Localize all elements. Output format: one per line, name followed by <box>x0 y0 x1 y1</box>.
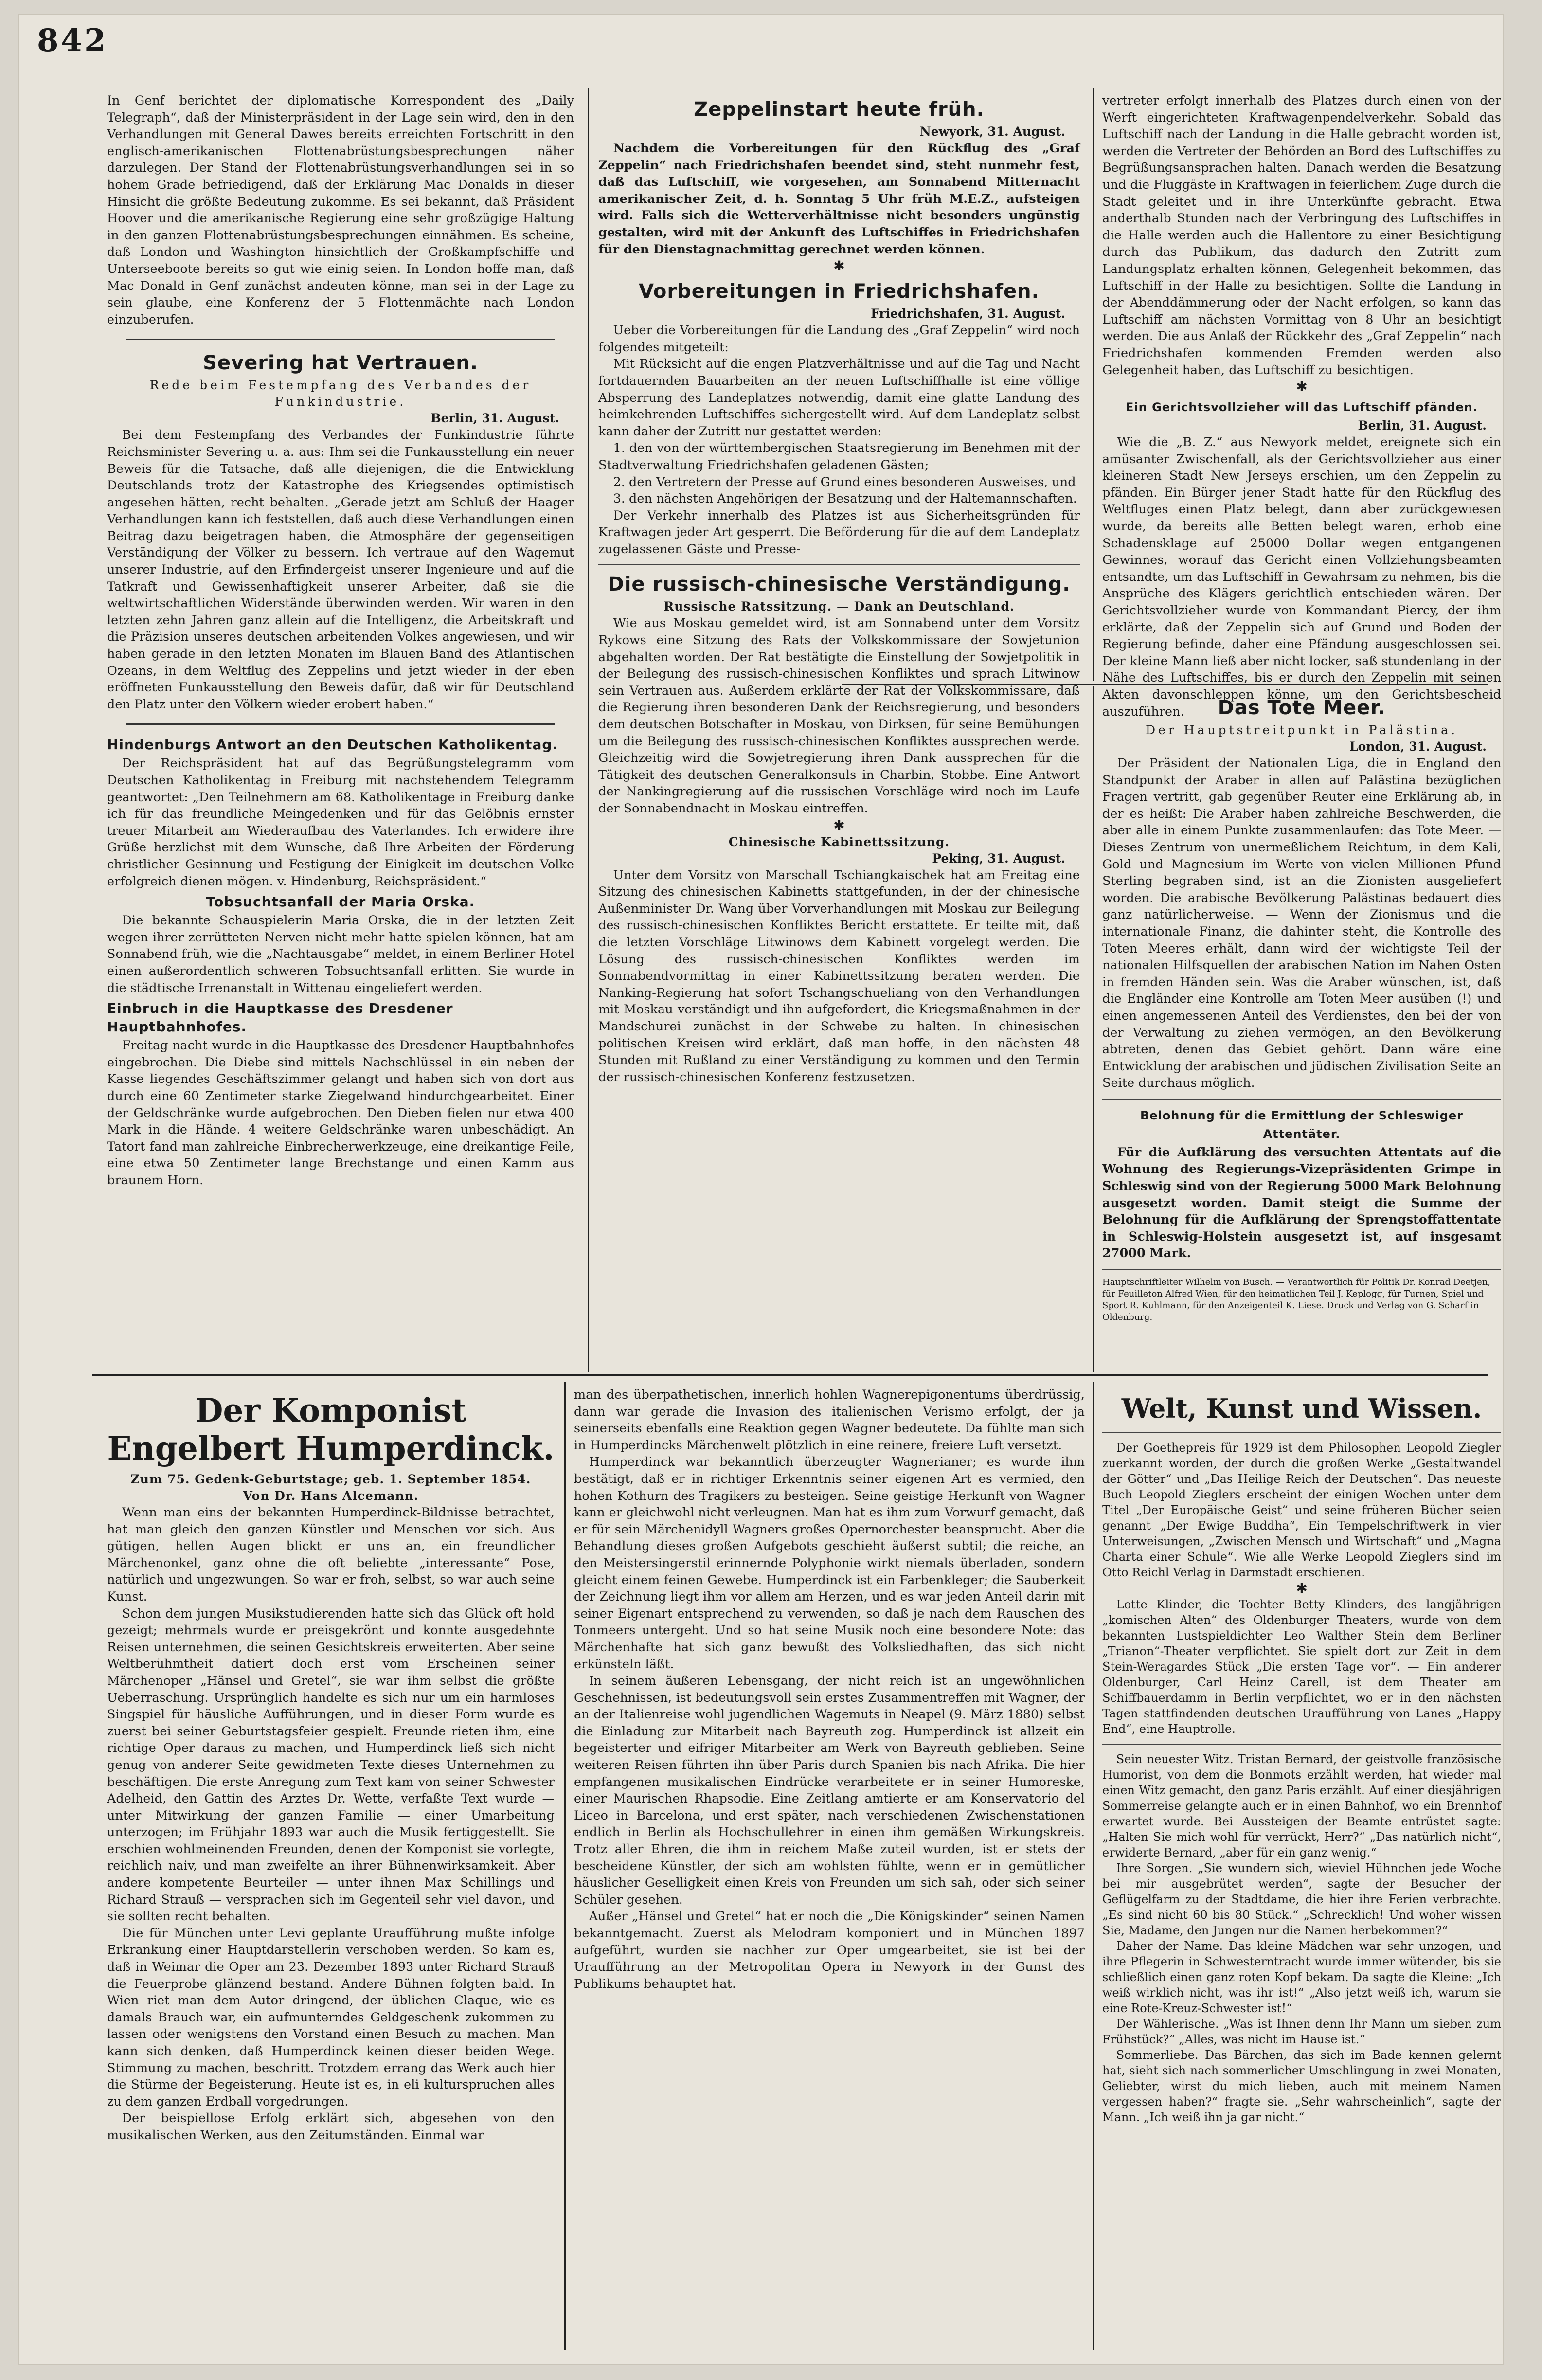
divider <box>126 339 555 340</box>
feature-rule-1 <box>564 1382 566 2350</box>
imprint: Hauptschriftleiter Wilhelm von Busch. — Verantwortlich für Politik Dr. Konrad Deetjen, für Feuilleton Alfred Wien, für den heimatlichen Teil J. Keplogg, für Turnen, Spiel und Sport R. Kuhlmann, für den Anzeigenteil K. Liese. Druck und Verlag von G. Scharf in Oldenburg. <box>1102 1277 1491 1323</box>
dresden-headline: Einbruch in die Hauptkasse des Dresdener Hauptbahnhofes. <box>107 1000 453 1035</box>
gericht-article-text: Wie die „B. Z.“ aus Newyork meldet, ereignete sich ein amüsanter Zwischenfall, als der Gerichtsvollzieher aus einer kleineren Stadt New Jerseys erschien, um den Zeppelin zu pfänden. Ein Bürger jener Stadt hatte für den Rückflug des Weltfluges einen Platz belegt, dann aber zurückgewiesen wurde, da bereits alle Betten belegt waren, erhob eine Schadensklage auf 25000 Dollar wegen entgangenen Gewinnes, worauf das Gericht einen Vollziehungsbeamten entsandte, um das Luftschiff in Gewahrsam zu nehmen, bis die Ansprüche des Klägers gerichtlich entschieden wären. Der Gerichtsvollzieher wurde von Kommandant Piercy, der ihm erklärte, daß der Zeppelin sich auf Grund und Boden der Regierung befinde, daher eine Pfändung ausgeschlossen sei. Der kleine Mann ließ aber nicht locker, saß stundenlang in der Nähe des Luftschiffes, bis er durch den Zeppelin mit seinen Akten davonschleppen könne, um den Gerichtsbescheid auszuführen. <box>1102 435 1501 719</box>
china-article-text: Unter dem Vorsitz von Marschall Tschiangkaischek hat am Freitag eine Sitzung des chinesischen Kabinetts stattgefunden, in der der chinesische Außenminister Dr. Wang über Vorverhandlungen mit Moskau zur Beilegung des russisch-chinesischen Konfliktes Bericht erstattete. Er teilte mit, daß die letzten Vorschläge Litwinows dem Kabinett vorgelegt werden. Die Lösung des russisch-chinesischen Konfliktes werden im Sonnabendvormittag in einer Kabinettssitzung beraten werden. Die Nanking-Regierung hat sofort Tschangschueliang von den Verhandlungen mit Moskau verständigt und ihn aufgefordert, die Kriegsmaßnahmen in der Mandschurei zunächst in der Schwebe zu halten. In chinesischen politischen Kreisen wird erklärt, daß man hoffe, in den nächsten 48 Stunden mit Rußland zu einer Verständigung zu kommen und den Termin der russisch-chinesischen Konferenz festzusetzen. <box>598 867 1080 1084</box>
russ-chin-article-text: Wie aus Moskau gemeldet wird, ist am Sonnabend unter dem Vorsitz Rykows eine Sitzung des Rats der Volkskommissare der Sowjetunion abgehalten worden. Der Rat bestätigte die Einstellung der Sowjetpolitik in der Beilegung des russisch-chinesischen Konfliktes und sprach Litwinow sein Vertrauen aus. Außerdem erklärte der Rat der Volkskommissare, daß die Regierung ihren besonderen Dank der Reichsregierung, und besonders dem deutschen Botschafter in Moskau, von Dirksen, für seine Bemühungen um die Beilegung des russisch-chinesischen Konfliktes aussprechen werde. Gleichzeitig wird die Sowjetregierung ihren Dank aussprechen für die Tätigkeit des deutschen Generalkonsuls in Charbin, Stobbe. Eine Antwort der Nankingregierung auf die russischen Vorschläge wird noch im Laufe der Sonnabendnacht in Moskau eintreffen. <box>598 616 1080 816</box>
vorbereitungen-text-6: Der Verkehr innerhalb des Platzes ist aus Sicherheitsgründen für Kraftwagen jeder Art gesperrt. Die Beförderung für die auf dem Landeplatz zugelassenen Gäste und Presse- <box>598 508 1080 557</box>
separator-star: ✱ <box>1296 379 1308 395</box>
divider <box>1102 1432 1501 1433</box>
divider <box>1102 1744 1501 1745</box>
zeppelin-dateline: Newyork, 31. August. <box>919 125 1065 139</box>
tote-meer-subheadline: Der Hauptstreitpunkt in Palästina. <box>1146 723 1458 737</box>
column-3-lower <box>1102 691 1501 1367</box>
zeppelin-continued-text: vertreter erfolgt innerhalb des Platzes durch einen von der Werft eingerichteten Kraftwagenpendelverkehr. Sobald das Luftschiff nach der Landung in die Halle gebracht worden ist, werden die Vertreter der Behörden an Bord des Luftschiffes zu Begrüßungsansprachen halten. Danach werden die Besatzung und die Fluggäste in Kraftwagen in feierlichem Zuge durch die Stadt geleitet und in ihre Unterkünfte gebracht. Etwa anderthalb Stunden nach der Verbringung des Luftschiffes in die Halle werden auch die Hallentore zu einer Besichtigung durch das Publikum, das dadurch den Zutritt zum Landungsplatz erhalten können, Gelegenheit bekommen, das Luftschiff in der Halle zu besichtigen. Sollte die Landung in der Abenddämmerung oder der Nacht erfolgen, so kann das Luftschiff am nächsten Vormittag von 8 Uhr an besichtigt werden. Die aus Anlaß der Rückkehr des „Graf Zeppelin“ nach Friedrichshafen kommenden Fremden werden also Gelegenheit haben, das Luftschiff zu besichtigen. <box>1102 93 1501 378</box>
humperdinck-text-4: Der beispiellose Erfolg erklärt sich, abgesehen von den musikalischen Werken, aus den Zeitumständen. Einmal war <box>107 2111 555 2143</box>
china-headline: Chinesische Kabinettssitzung. <box>728 834 950 849</box>
humperdinck-text-7: In seinem äußeren Lebensgang, der nicht reich ist an ungewöhnlichen Geschehnissen, ist bedeutungsvoll sein erstes Zusammentreffen mit Wagner, der an der Italienreise wohl jugendlichen Wagemuts in Neapel (9. März 1880) selbst die Einladung zur Mitarbeit nach Bayreuth zog. Humperdinck ist allzeit ein begeisterter und eifriger Mitarbeiter am Werk von Bayreuth geblieben. Seine weiteren Reisen führten ihn über Paris durch Spanien bis nach Afrika. Die hier empfangenen musikalischen Eindrücke verarbeitete er in seiner Humoreske, einer Maurischen Rhapsodie. Eine Zeitlang amtierte er am Konservatorio del Liceo in Barcelona, und erst später, nach verschiedenen Zwischenstationen endlich in Berlin als Hochschullehrer in einen ihm gemäßen Wirkungskreis. Trotz aller Ehren, die ihm in reichem Maße zuteil wurden, ist er stets der bescheidene Künstler, der sich am wohlsten fühlte, wenn er in gemütlicher häuslicher Geselligkeit einen Kreis von Freunden um sich sah, oder sich seiner Schüler gesehen. <box>574 1674 1085 1907</box>
humperdinck-headline: Der Komponist Engelbert Humperdinck. <box>107 1391 555 1467</box>
tote-meer-headline: Das Tote Meer. <box>1218 697 1386 719</box>
column-1 <box>107 92 574 1367</box>
divider <box>1102 1099 1501 1100</box>
humperdinck-column-1 <box>107 1387 555 2355</box>
orska-article-text: Die bekannte Schauspielerin Maria Orska, die in der letzten Zeit wegen ihrer zerrütteten Nerven nicht mehr hatte spielen können, hat am Sonnabend früh, wie die „Nachtausgabe“ meldet, in einem Berliner Hotel einen außerordentlich schweren Tobsuchtsanfall erlitten. Sie wurde in die städtische Irrenanstalt in Wittenau eingeliefert werden. <box>107 913 574 995</box>
column-rule-1 <box>588 88 589 1372</box>
orska-headline: Tobsuchtsanfall der Maria Orska. <box>206 894 475 910</box>
welt-text-7: Sommerliebe. Das Bärchen, das sich im Bade kennen gelernt hat, sieht sich nach sommerlicher Umschlingung in zwei Monaten, Geliebter, wirst du mich lieben, auch mit meinem Namen vergessen haben?“ fragte sie. „Sehr wahrscheinlich“, sagte der Mann. „Ich weiß ihn ja gar nicht.“ <box>1102 2048 1501 2124</box>
humperdinck-text-2: Schon dem jungen Musikstudierenden hatte sich das Glück oft hold gezeigt; mehrmals wurde er preisgekrönt und konnte ausgedehnte Reisen unternehmen, die seinen Gesichtskreis erweiterten. Aber seine Weltberühmtheit datiert doch erst vom Erscheinen seiner Märchenoper „Hänsel und Gretel“, sie war ihm selbst die größte Ueberraschung. Ursprünglich handelte es sich nur um ein harmloses Singspiel für häusliche Aufführungen, und in dieser Form wurde es zuerst bei seiner Geburtstagsfeier gespielt. Freunde rieten ihm, eine richtige Oper daraus zu machen, und Humperdinck ließ sich nicht genug von anderer Seite gewidmeten Texte dieses Unternehmen zu beschäftigen. Die erste Anregung zum Text kam von seiner Schwester Adelheid, den Gattin des Arztes Dr. Wette, verfaßte Text wurde — unter Mitwirkung der ganzen Familie — einer Umarbeitung unterzogen; im Frühjahr 1893 war auch die Musik fertiggestellt. Sie erschien wohlmeinenden Freunden, denen der Komponist sie vorlegte, reichlich naiv, und man zweifelte an ihrer Bühnenwirksamkeit. Aber andere kompetente Beurteiler — unter ihnen Max Schillings und Richard Strauß — versprachen sich im Gegenteil sehr viel davon, und sie sollten recht behalten. <box>107 1606 555 1924</box>
belohnung-headline: Belohnung für die Ermittlung der Schleswiger Attentäter. <box>1140 1108 1463 1141</box>
hindenburg-headline: Hindenburgs Antwort an den Deutschen Katholikentag. <box>107 737 558 753</box>
divider <box>598 564 1080 565</box>
humperdinck-text-5: man des überpathetischen, innerlich hohlen Wagnerepigonentums überdrüssig, dann war gerade die Invasion des italienischen Verismo erfolgt, der ja seinerseits ebenfalls eine Reaktion gegen Wagner bedeutete. Da fühlte man sich in Humperdincks Märchenwelt plötzlich in eine reinere, freiere Luft versetzt. <box>574 1388 1085 1453</box>
welt-text-2: Lotte Klinder, die Tochter Betty Klinders, des langjährigen „komischen Alten“ des Oldenburger Theaters, wurde von dem bekannten Lustspieldichter Leo Walther Stein dem Berliner „Trianon“-Theater verpflichtet. Sie spielt dort zur Zeit in dem Stein-Weragardes Stück „Die ersten Tage vor“. — Ein anderer Oldenburger, Carl Heinz Carell, ist dem Theater am Schiffbauerdamm in Berlin verpflichtet, wo er in den nächsten Tagen stattfindenden deutschen Uraufführung von Lanes „Happy End“, eine Hauptrolle. <box>1102 1598 1501 1736</box>
belohnung-article-text: Für die Aufklärung des versuchten Attentats auf die Wohnung des Regierungs-Vizepräsidenten Grimpe in Schleswig sind von der Regierung 5000 Mark Belohnung ausgesetzt worden. Damit steigt die Summe der Belohnung für die Aufklärung der Sprengstoffattentate in Schleswig-Holstein ausgesetzt ist, auf insgesamt 27000 Mark. <box>1102 1145 1501 1261</box>
welt-column <box>1102 1387 1501 2355</box>
page-number: 842 <box>37 22 108 59</box>
welt-text-3: Sein neuester Witz. Tristan Bernard, der geistvolle französische Humorist, von dem die Bonmots erzählt werden, hat wieder mal einen Witz gemacht, den ganz Paris erzählt. Auf einer diesjährigen Sommerreise gelangte auch er in einen Bahnhof, wo ein Brennhof erwartet wurde. Bei Aussteigen der Beamte entrüstet sagte: „Halten Sie mich wohl für verrückt, Herr?“ „Das natürlich nicht“, erwiderte Bernard, „aber für ein ganz wenig.“ <box>1102 1752 1501 1859</box>
welt-headline: Welt, Kunst und Wissen. <box>1121 1393 1482 1424</box>
russ-chin-headline: Die russisch-chinesische Verständigung. <box>608 573 1071 596</box>
feature-rule-2 <box>1093 1382 1094 2350</box>
vorbereitungen-text-5: 3. den nächsten Angehörigen der Besatzung und der Haltemannschaften. <box>613 491 1077 506</box>
newspaper-page <box>19 15 1503 2364</box>
welt-text-1: Der Goethepreis für 1929 ist dem Philosophen Leopold Ziegler zuerkannt worden, der durch die großen Werke „Gestaltwandel der Götter“ und „Das Heilige Reich der Deutschen“. Das neueste Buch Leopold Zieglers erscheint der einigen Wochen unter dem Titel „Der Europäische Geist“ und seine früheren Bücher seien genannt „Der Ewige Buddha“, Ein Tempelschriftwerk in vier Unterweisungen, „Zwischen Mensch und Wirtschaft“ und „Magna Charta einer Schule“. Wie alle Werke Leopold Zieglers sind im Otto Reichl Verlag in Darmstadt erschienen. <box>1102 1441 1501 1579</box>
vorbereitungen-text-1: Ueber die Vorbereitungen für die Landung des „Graf Zeppelin“ wird noch folgendes mitgeteilt: <box>598 323 1080 355</box>
column-2 <box>598 92 1080 1367</box>
severing-subheadline: Rede beim Festempfang des Verbandes der Funkindustrie. <box>149 378 532 409</box>
gericht-headline: Ein Gerichtsvollzieher will das Luftschiff pfänden. <box>1126 400 1478 415</box>
humperdinck-text-1: Wenn man eins der bekannten Humperdinck-Bildnisse betrachtet, hat man gleich den ganzen Künstler und Menschen vor sich. Aus gütigen, hellen Augen blickt er uns an, ein freundlicher Märchenonkel, ganz ohne die oft beliebte „interessante“ Pose, natürlich und ungezwungen. So war er froh, selbst, so war auch seine Kunst. <box>107 1505 555 1604</box>
tote-meer-dateline: London, 31. August. <box>1349 739 1487 754</box>
dresden-article-text: Freitag nacht wurde in die Hauptkasse des Dresdener Hauptbahnhofes eingebrochen. Die Diebe sind mittels Nachschlüssel in ein neben der Kasse liegendes Geschäftszimmer gelangt und haben sich von dort aus durch eine 60 Zentimeter starke Ziegelwand hindurchgearbeitet. Einer der Geldschränke wurde aufgebrochen. Den Dieben fielen nur etwa 400 Mark in die Hände. 4 weitere Geldschränke waren unbeschädigt. An Tatort fand man zahlreiche Einbrecherwerkzeuge, eine dreikantige Feile, eine etwa 50 Zentimeter lange Brechstange und einen Kamm aus braunem Horn. <box>107 1038 574 1188</box>
humperdinck-text-3: Die für München unter Levi geplante Uraufführung mußte infolge Erkrankung einer Hauptdarstellerin verschoben werden. So kam es, daß in Weimar die Oper am 23. Dezember 1893 unter Richard Strauß die Feuerprobe glänzend bestand. Andere Bühnen folgten bald. In Wien riet man dem Autor dringend, der üblichen Claque, wie es damals Brauch war, ein aufmunterndes Geldgeschenk zukommen zu lassen oder wenigstens den Vorstand einen Besuch zu machen. Man kann sich denken, daß Humperdinck keinen dieser beiden Wege. Stimmung zu machen, beschritt. Trotzdem errang das Werk auch hier die Stürme der Begeisterung. Heute ist es, in eli kulturspruchen alles zu dem ganzen Erdball vorgedrungen. <box>107 1926 555 2109</box>
humperdinck-text-6: Humperdinck war bekanntlich überzeugter Wagnerianer; es wurde ihm bestätigt, daß er in richtiger Erkenntnis seiner eigenen Art es vermied, den hohen Kothurn des Tragikers zu besteigen. Seine geistige Herkunft von Wagner kann er gleichwohl nicht verleugnen. Man hat es ihm zum Vorwurf gemacht, daß er für sein Märchenidyll Wagners großes Opernorchester beansprucht. Aber die Behandlung dieses großen Aufgebots geschieht äußerst subtil; die reiche, an den Meistersingerstil erinnernde Polyphonie wirkt niemals überladen, sondern gleicht einem feinen Gewebe. Humperdinck ist ein Farbenkleger; die Sauberkeit der Zeichnung liegt ihm vor allem am Herzen, und es war jeden Anteil darin mit seiner Eigenart entsprechend zu verwenden, so daß je nach dem Rauschen des Tonmeers untergeht. Und so hat seine Musik noch eine besondere Note: das Märchenhafte hat sich ganz bewußt des Volksliedhaften, das sich nicht erkünsteln läßt. <box>574 1455 1085 1672</box>
vorbereitungen-dateline: Friedrichshafen, 31. August. <box>871 307 1065 321</box>
zeppelin-headline: Zeppelinstart heute früh. <box>694 98 985 121</box>
severing-dateline: Berlin, 31. August. <box>430 411 559 426</box>
vorbereitungen-text-3: 1. den von der württembergischen Staatsregierung im Benehmen mit der Stadtverwaltung Friedrichshafen geladenen Gästen; <box>598 441 1080 472</box>
severing-headline: Severing hat Vertrauen. <box>203 352 478 375</box>
divider <box>1102 1269 1501 1270</box>
column-rule-2 <box>1093 88 1094 681</box>
humperdinck-subheadline: Zum 75. Gedenk-Geburtstage; geb. 1. September 1854. <box>130 1472 531 1486</box>
welt-text-6: Der Wählerische. „Was ist Ihnen denn Ihr Mann um sieben zum Frühstück?“ „Alles, was nicht im Hause ist.“ <box>1102 2017 1501 2046</box>
humperdinck-text-8: Außer „Hänsel und Gretel“ hat er noch die „Die Königskinder“ seinen Namen bekanntgemacht. Zuerst als Melodram komponiert und in München 1897 aufgeführt, wurden sie nachher zur Oper umgearbeitet, sie ist bei der Uraufführung an der Metropolitan Opera in Newyork in der Gunst des Publikums behauptet hat. <box>574 1909 1085 1991</box>
separator-star: ✱ <box>1296 1580 1308 1596</box>
genf-article-text: In Genf berichtet der diplomatische Korrespondent des „Daily Telegraph“, daß der Ministerpräsident in der Lage sein wird, den in den Verhandlungen mit General Dawes bereits erreichten Fortschritt in den englisch-amerikanischen Flottenabrüstungsbesprechungen näher darzulegen. Der Stand der Flottenabrüstungsverhandlungen sei in so hohem Grade befriedigend, daß der Erklärung Mac Donalds in dieser Hinsicht die größte Bedeutung zukomme. Es sei bekannt, daß Präsident Hoover und die amerikanische Regierung eine sehr großzügige Haltung in den ganzen Flottenabrüstungsbesprechungen einnähmen. Es scheine, daß London und Washington hinsichtlich der Großkampfschiffe und Unterseeboote bereits so gut wie einig seien. In London hoffe man, daß Mac Donald in Genf zunächst andeuten könne, man sei in der Lage zu sein glaube, eine Konferenz der 5 Flottenmächte nach London einzuberufen. <box>107 93 574 327</box>
vorbereitungen-text-4: 2. den Vertretern der Presse auf Grund eines besonderen Ausweises, und <box>613 474 1076 489</box>
vorbereitungen-headline: Vorbereitungen in Friedrichshafen. <box>639 280 1040 303</box>
china-dateline: Peking, 31. August. <box>932 851 1065 865</box>
separator-star: ✱ <box>833 258 845 274</box>
welt-text-5: Daher der Name. Das kleine Mädchen war sehr unzogen, und ihre Pflegerin in Schwesterntracht wurde immer wütender, bis sie schließlich einen ganz roten Kopf bekam. Da sagte die Kleine: „Ich weiß wirklich nicht, was ihr ist!“ „Also jetzt weiß ich, warum sie eine Rote-Kreuz-Schwester ist!“ <box>1102 1939 1501 2015</box>
zeppelin-article-text: Nachdem die Vorbereitungen für den Rückflug des „Graf Zeppelin“ nach Friedrichshafen beendet sind, steht nunmehr fest, daß das Luftschiff, wie vorgesehen, am Sonnabend Mitternacht amerikanischer Zeit, d. h. Sonntag 5 Uhr früh M.E.Z., aufsteigen wird. Falls sich die Wetterverhältnisse nicht besonders ungünstig gestalten, wird mit der Ankunft des Luftschiffes in Friedrichshafen für den Dienstagnachmittag gerechnet werden können. <box>598 141 1080 257</box>
humperdinck-author: Von Dr. Hans Alcemann. <box>243 1489 419 1503</box>
column-rule-3 <box>1093 686 1094 1372</box>
tote-meer-article-text: Der Präsident der Nationalen Liga, die in England den Standpunkt der Araber in allen auf Palästina bezüglichen Fragen vertritt, gab gegenüber Reuter eine Erklärung ab, in der es heißt: Die Araber haben zahlreiche Beschwerden, die aber alle in einem Punkte zusammenlaufen: das Tote Meer. — Dieses Zentrum von unermeßlichem Reichtum, in dem Kali, Gold und Magnesium im Werte von vielen Millionen Pfund Sterling begraben sind, ist an die Zionisten ausgeliefert worden. Die arabische Bevölkerung Palästinas bedauert dies ganz natürlicherweise. — Wenn der Zionismus und die internationale Finanz, die dahinter steht, die Kontrolle des Toten Meeres erhält, dann wird der wichtigste Teil der nationalen Hilfsquellen der arabischen Nation im Nahen Osten in fremden Händen sein. Was die Araber wünschen, ist, daß die Engländer eine Kontrolle am Toten Meer ausüben (!) und einen angemessenen Anteil des Verdienstes, den bei der von der Verwaltung zu ziehen vermögen, an den Bevölkerung abtreten, denen das Gebiet gehört. Dann wäre eine Entwicklung der arabischen und jüdischen Zivilisation Seite an Seite durchaus möglich. <box>1102 756 1501 1091</box>
section-divider <box>92 1374 1488 1376</box>
divider <box>126 723 555 725</box>
severing-article-text: Bei dem Festempfang des Verbandes der Funkindustrie führte Reichsminister Severing u. a. aus: Ihm sei die Funkausstellung ein neuer Beweis für die Tatsache, daß alle diejenigen, die die Entwicklung Deutschlands trotz der Katastrophe des Kriegsendes optimistisch angesehen hätten, recht behalten. „Gerade jetzt am Schluß der Haager Verhandlungen kann ich feststellen, daß auch diese Verhandlungen einen Beitrag dazu beigetragen haben, die Atmosphäre der gegenseitigen Verständigung der Völker zu bessern. Ich vertraue auf den Wagemut unserer Industrie, auf den Erfindergeist unserer Ingenieure und auf die Tatkraft und Gewissenhaftigkeit unserer Arbeiter, daß sie die weltwirtschaftlichen Widerstände überwinden werden. Wir waren in den letzten zehn Jahren ganz allein auf die Intelligenz, die Arbeitskraft und die Präzision unseres deutschen arbeitenden Volkes angewiesen, und wir haben gerade in den letzten Monaten im Blauen Band des Atlantischen Ozeans, in dem Weltflug des Zeppelins und jetzt wieder in der eben eröffneten Funkausstellung den Beweis dafür, daß wir für Deutschland den Platz unter den Völkern wieder erobert haben.“ <box>107 428 574 712</box>
separator-star: ✱ <box>833 817 845 833</box>
russ-chin-subheadline: Russische Ratssitzung. — Dank an Deutschland. <box>663 599 1015 614</box>
hindenburg-article-text: Der Reichspräsident hat auf das Begrüßungstelegramm vom Deutschen Katholikentag in Freiburg mit nachstehendem Telegramm geantwortet: „Den Teilnehmern am 68. Katholikentage in Freiburg danke ich für das freundliche Meingedenken und für das Gelöbnis ernster treuer Mitarbeit am Wiederaufbau des Vaterlandes. Ich erwidere ihre Grüße herzlichst mit dem Wunsche, daß Ihre Arbeiten der Förderung christlicher Gesinnung und Festigung der Einigkeit im deutschen Volke erfolgreich dienen mögen. v. Hindenburg, Reichspräsident.“ <box>107 756 574 889</box>
gericht-dateline: Berlin, 31. August. <box>1358 418 1487 433</box>
welt-text-4: Ihre Sorgen. „Sie wundern sich, wieviel Hühnchen jede Woche bei mir ausgebrütet werden“, sagte der Besucher der Geflügelfarm zu der Stadtdame, die hier ihre Ferien verbrachte. „Es sind nicht 60 bis 80 Stück.“ „Schrecklich! Und woher wissen Sie, Madame, den Jungen nur die Namen herbekommen?“ <box>1102 1861 1501 1937</box>
humperdinck-column-2 <box>574 1387 1085 2355</box>
vorbereitungen-text-2: Mit Rücksicht auf die engen Platzverhältnisse und auf die Tag und Nacht fortdauernden Bauarbeiten an der neuen Luftschiffhalle ist eine völlige Absperrung des Landeplatzes notwendig, damit eine glatte Landung des heimkehrenden Luftschiffes sichergestellt wird. Auf dem Landeplatz selbst kann daher der Zutritt nur gestattet werden: <box>598 357 1080 439</box>
